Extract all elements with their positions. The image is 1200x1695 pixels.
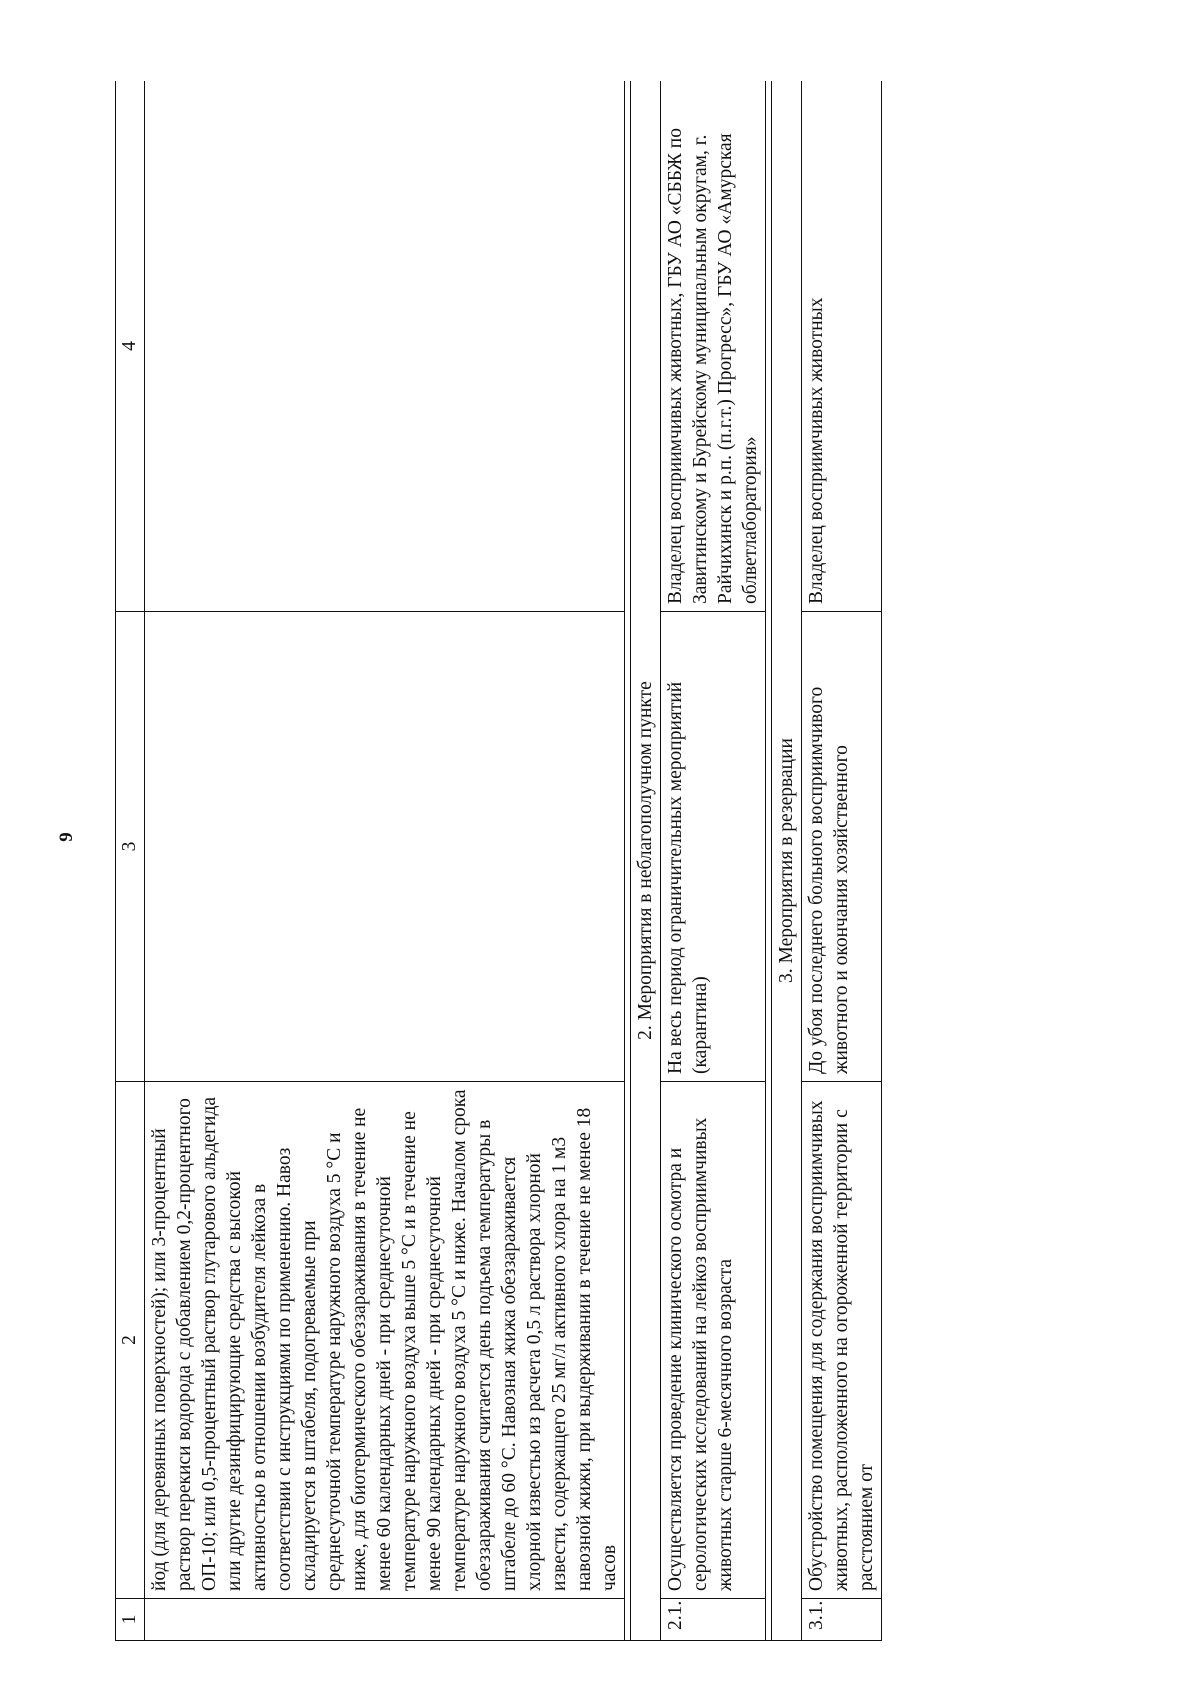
rotated-page-frame	[115, 81, 1035, 1641]
header-col-4: 4	[116, 81, 145, 612]
measure-cell: Обустройство помещения для содержания восприимчивых животных, расположенного на огороженной территории с расстоянием от	[802, 1082, 882, 1599]
table-row	[661, 81, 766, 1641]
term-cell: На весь период ограничительных мероприятий (карантина)	[661, 612, 766, 1082]
section-2-title: 2. Мероприятия в неблагополучном пункте	[631, 81, 661, 1641]
section-3-title: 3. Мероприятия в резервации	[772, 81, 802, 1641]
responsible-cell: Владелец восприимчивых животных, ГБУ АО «СББЖ по Завитинскому и Бурейскому муниципальным округам, г. Райчихинск и р.п. (п.г.т.) Прогресс», ГБУ АО «Амурская облветлаборатория»	[661, 81, 766, 612]
page-number: 9	[55, 832, 77, 842]
term-cell: До убоя последнего больного восприимчивого животного и окончания хозяйственного	[802, 612, 882, 1082]
continuation-num	[145, 1599, 625, 1641]
responsible-cell: Владелец восприимчивых животных	[802, 81, 882, 612]
row-number: 2.1.	[661, 1599, 766, 1641]
header-col-2: 2	[116, 1082, 145, 1599]
table-row	[802, 81, 882, 1641]
header-col-1: 1	[116, 1599, 145, 1641]
landscape-table-wrapper	[115, 81, 1035, 1641]
continuation-term	[145, 612, 625, 1082]
continuation-measure-text: йод (для деревянных поверхностей); или 3-процентный раствор перекиси водорода с добавлением 0,2-процентного ОП-10; или 0,5-процентный раствор глутарового альдегида или другие дезинфицирующие средства с высокой активностью в отношении возбудителя лейкоза в соответствии с инструкциями по применению. Навоз складируется в штабеля, подогреваемые при среднесуточной температуре наружного воздуха 5 °С и ниже, для биотермического обеззараживания в течение не менее 60 календарных дней - при среднесуточной температуре наружного воздуха выше 5 °С и в течение не менее 90 календарных дней - при среднесуточной температуре наружного воздуха 5 °С и ниже. Началом срока обеззараживания считается день подъема температуры в штабеле до 60 °С. Навозная жижа обеззараживается хлорной известью из расчета 0,5 л раствора хлорной извести, содержащего 25 мг/л активного хлора на 1 м3 навозной жижи, при выдерживании в течение не менее 18 часов	[145, 1082, 625, 1599]
measures-table	[115, 81, 882, 1641]
continuation-responsible	[145, 81, 625, 612]
column-number-row	[116, 81, 145, 1641]
section-2-heading-row	[631, 81, 661, 1641]
measure-cell: Осуществляется проведение клинического осмотра и серологических исследований на лейкоз восприимчивых животных старше 6-месячного возраста	[661, 1082, 766, 1599]
section-3-heading-row	[772, 81, 802, 1641]
header-col-3: 3	[116, 612, 145, 1082]
continuation-row	[145, 81, 625, 1641]
row-number: 3.1.	[802, 1599, 882, 1641]
